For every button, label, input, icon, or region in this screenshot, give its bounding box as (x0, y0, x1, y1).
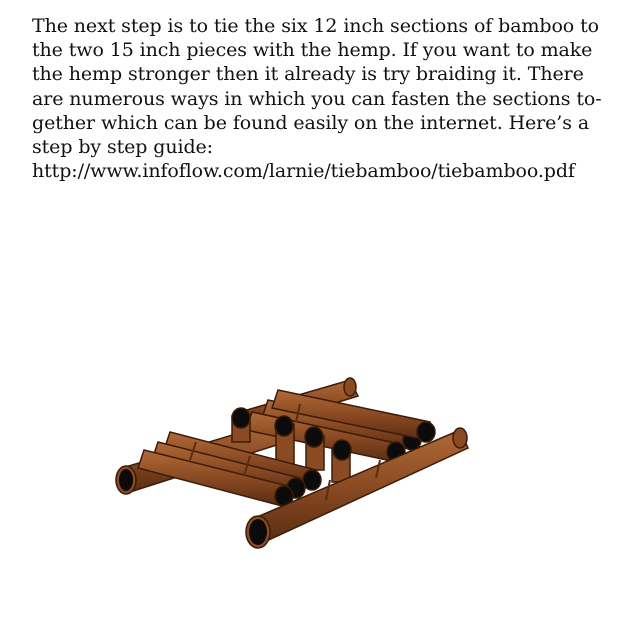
bamboo-post (305, 427, 324, 470)
paragraph-line: are numerous ways in which you can fasten the sections to- (32, 87, 602, 110)
paragraph-line: the hemp stronger then it already is try braiding it. There (32, 63, 584, 86)
instruction-paragraph (32, 14, 602, 183)
paragraph-line: step by step guide: (32, 136, 213, 159)
guide-url: http://www.infoflow.com/larnie/tiebamboo/tiebamboo.pdf (32, 160, 575, 183)
bamboo-post (332, 440, 351, 482)
bamboo-post (275, 416, 294, 464)
bamboo-frame-illustration (100, 360, 490, 560)
paragraph-line: the two 15 inch pieces with the hemp. If you want to make (32, 39, 593, 62)
paragraph-line: gether which can be found easily on the internet. Here’s a (32, 111, 590, 134)
paragraph-line: The next step is to tie the six 12 inch sections of bamboo to (32, 15, 599, 37)
bamboo-post (232, 408, 250, 442)
